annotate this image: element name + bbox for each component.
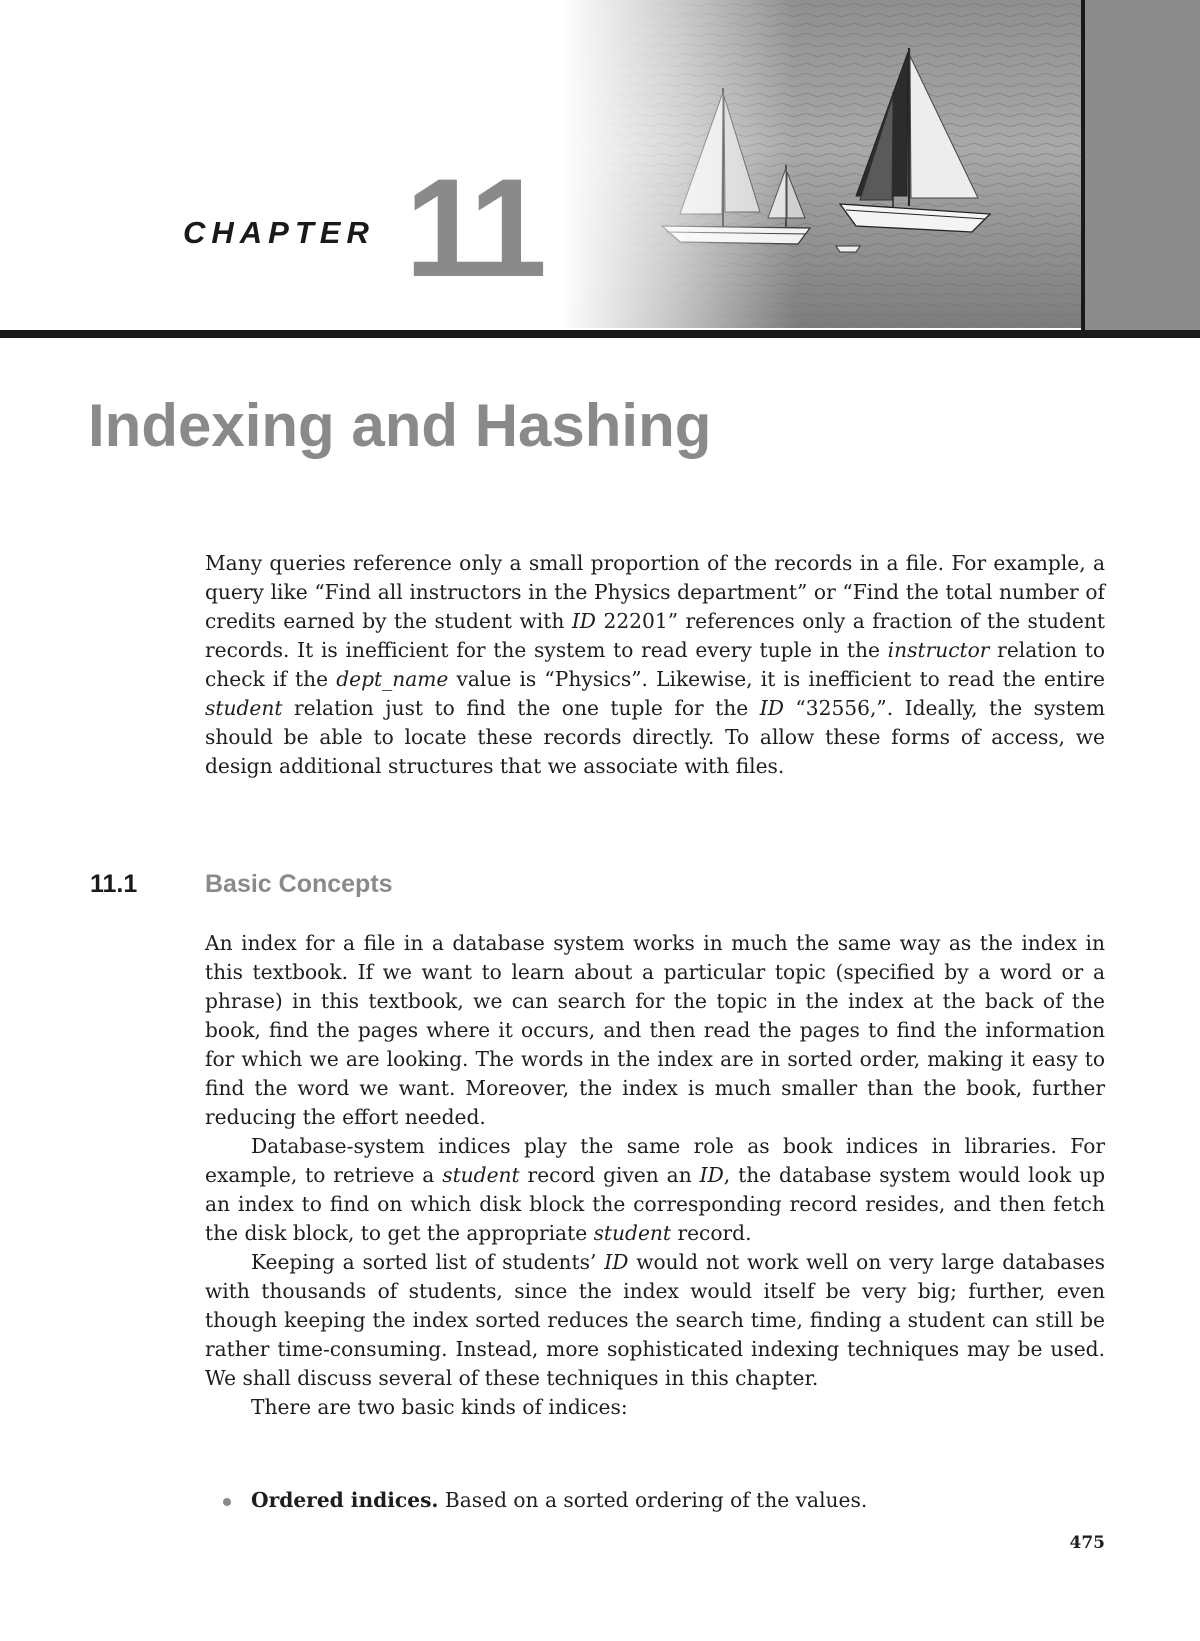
- italic-term: instructor: [887, 638, 990, 662]
- text-run: There are two basic kinds of indices:: [251, 1395, 628, 1419]
- section-number: 11.1: [90, 870, 138, 898]
- italic-term: ID: [759, 696, 784, 720]
- body-paragraph: [205, 1248, 1105, 1393]
- intro-text: [205, 549, 1105, 781]
- text-run: 22201” references only a fraction of the student records. It is inefficient for the system to read every tuple in the: [205, 609, 1105, 662]
- text-run: “32556,”. Ideally, the system should be able to locate these records directly. To allow these forms of access, we design additional structures that we associate with files.: [205, 696, 1105, 778]
- italic-term: student: [593, 1221, 672, 1245]
- page-number: 475: [1069, 1533, 1105, 1553]
- body-paragraph: [205, 929, 1105, 1132]
- chapter-label: CHAPTER: [183, 215, 375, 250]
- text-run: value is “Physics”. Likewise, it is inefficient to read the entire: [448, 667, 1105, 691]
- text-run: , the database system would look up an index to find on which disk block the corresponding record resides, and then fetch the disk block, to get the appropriate: [205, 1163, 1105, 1245]
- text-run: Many queries reference only a small proportion of the records in a file. For example, a query like “Find all instructors in the Physics department” or “Find the total number of credits earned by the student with: [205, 551, 1105, 633]
- text-run: record given an: [519, 1163, 700, 1187]
- italic-term: ID: [699, 1163, 724, 1187]
- section-body: [205, 929, 1105, 1422]
- text-run: would not work well on very large databases with thousands of students, since the index would itself be very big; further, even though keeping the index sorted reduces the search time, finding a student can still be rather time-consuming. Instead, more sophisticated indexing techniques may be used. We shall discuss several of these techniques in this chapter.: [205, 1250, 1105, 1390]
- intro-paragraph: [205, 549, 1105, 781]
- italic-term: ID: [604, 1250, 629, 1274]
- italic-term: student: [205, 696, 283, 720]
- body-paragraph: [205, 1393, 1105, 1422]
- italic-term: ID: [571, 609, 596, 633]
- bullet-icon: [223, 1498, 231, 1506]
- text-run: record.: [671, 1221, 752, 1245]
- text-run: relation just to find the one tuple for the: [282, 696, 760, 720]
- text-run: An index for a file in a database system works in much the same way as the index in this textbook. If we want to learn about a particular topic (specified by a word or a phrase) in this textbook, we can search for the topic in the index at the back of the book, find the pages where it occurs, and then read the pages to find the information for which we are looking. The words in the index are in sorted order, making it easy to find the word we want. Moreover, the index is much smaller than the book, further reducing the effort needed.: [205, 931, 1105, 1129]
- list-item: [205, 1486, 1105, 1515]
- section-title: Basic Concepts: [205, 870, 393, 898]
- text-run: Keeping a sorted list of students’: [251, 1250, 605, 1274]
- italic-term: student: [442, 1163, 520, 1187]
- text-run: Database-system indices play the same role as book indices in libraries. For example, to retrieve a: [205, 1134, 1105, 1187]
- chapter-title: Indexing and Hashing: [88, 392, 712, 459]
- header-rule: [0, 330, 1200, 338]
- body-paragraph: [205, 1132, 1105, 1248]
- bullet-text: Based on a sorted ordering of the values.: [438, 1488, 868, 1512]
- index-kinds-list: [205, 1486, 1105, 1515]
- chapter-tab: [1085, 0, 1200, 338]
- chapter-number: 11: [405, 149, 541, 306]
- text-run: relation to check if the: [205, 638, 1105, 691]
- italic-term: dept_name: [336, 667, 449, 691]
- bullet-term: Ordered indices.: [251, 1488, 439, 1512]
- sailboats-photo: [560, 0, 1085, 328]
